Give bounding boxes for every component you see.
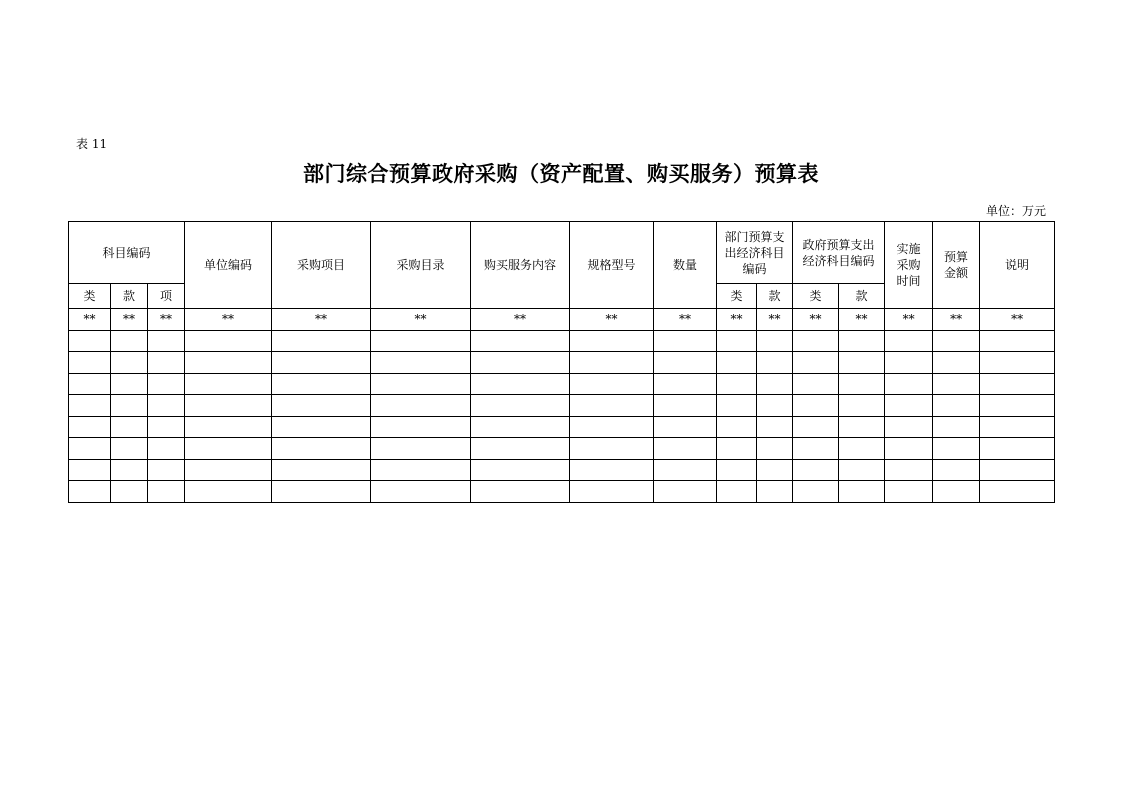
- table-cell[interactable]: [272, 330, 371, 352]
- table-cell[interactable]: [111, 416, 148, 438]
- table-cell[interactable]: [272, 352, 371, 374]
- table-row: [69, 309, 1055, 331]
- table-cell[interactable]: [980, 373, 1055, 395]
- table-cell[interactable]: [757, 373, 793, 395]
- table-cell[interactable]: [185, 416, 272, 438]
- table-cell[interactable]: [933, 438, 980, 460]
- table-cell[interactable]: [371, 352, 471, 374]
- table-cell[interactable]: [111, 459, 148, 481]
- header-spec-model: 规格型号: [570, 222, 654, 309]
- table-cell[interactable]: [185, 459, 272, 481]
- table-cell[interactable]: [885, 481, 933, 503]
- table-cell[interactable]: [471, 416, 570, 438]
- table-cell[interactable]: [148, 416, 185, 438]
- table-cell[interactable]: [148, 373, 185, 395]
- table-cell[interactable]: [717, 438, 757, 460]
- table-row: [69, 416, 1055, 438]
- table-cell[interactable]: [148, 395, 185, 417]
- table-cell[interactable]: [69, 330, 111, 352]
- table-cell[interactable]: [654, 395, 717, 417]
- table-cell[interactable]: [980, 416, 1055, 438]
- table-cell[interactable]: [839, 416, 885, 438]
- table-cell[interactable]: [654, 416, 717, 438]
- table-cell[interactable]: [757, 459, 793, 481]
- table-cell[interactable]: [471, 395, 570, 417]
- table-cell[interactable]: [69, 416, 111, 438]
- table-cell[interactable]: [69, 373, 111, 395]
- header-notes: 说明: [980, 222, 1055, 309]
- table-cell[interactable]: [933, 416, 980, 438]
- table-cell[interactable]: [885, 330, 933, 352]
- table-cell[interactable]: [371, 395, 471, 417]
- table-cell[interactable]: [111, 373, 148, 395]
- table-cell[interactable]: [885, 416, 933, 438]
- table-cell[interactable]: [185, 438, 272, 460]
- table-label: 表 11: [76, 137, 108, 151]
- table-cell[interactable]: [654, 373, 717, 395]
- table-cell[interactable]: [757, 438, 793, 460]
- table-cell[interactable]: [717, 330, 757, 352]
- table-cell[interactable]: [570, 352, 654, 374]
- header-gov-econ-code: 政府预算支出 经济科目编码: [793, 222, 885, 284]
- table-cell[interactable]: [111, 481, 148, 503]
- header-subject-code: 科目编码: [69, 222, 185, 284]
- table-cell[interactable]: [717, 373, 757, 395]
- header-lei: 类: [69, 284, 111, 309]
- table-cell[interactable]: [272, 373, 371, 395]
- table-cell[interactable]: [717, 459, 757, 481]
- table-cell[interactable]: [885, 395, 933, 417]
- table-cell[interactable]: [570, 330, 654, 352]
- header-purchase-item: 采购项目: [272, 222, 371, 309]
- table-cell[interactable]: [371, 459, 471, 481]
- table-cell[interactable]: [185, 481, 272, 503]
- table-cell[interactable]: [570, 373, 654, 395]
- table-cell[interactable]: [185, 373, 272, 395]
- table-cell[interactable]: [111, 352, 148, 374]
- table-cell[interactable]: [980, 330, 1055, 352]
- table-cell[interactable]: [654, 352, 717, 374]
- table-cell[interactable]: [933, 395, 980, 417]
- table-cell[interactable]: [793, 352, 839, 374]
- table-cell[interactable]: [111, 330, 148, 352]
- table-cell[interactable]: [839, 373, 885, 395]
- table-cell[interactable]: [471, 373, 570, 395]
- table-cell[interactable]: [272, 459, 371, 481]
- table-cell[interactable]: [471, 352, 570, 374]
- table-cell[interactable]: [933, 481, 980, 503]
- table-cell[interactable]: [69, 459, 111, 481]
- table-cell[interactable]: [371, 330, 471, 352]
- table-cell[interactable]: [793, 438, 839, 460]
- table-cell[interactable]: [570, 438, 654, 460]
- table-cell[interactable]: [148, 438, 185, 460]
- table-cell[interactable]: [654, 438, 717, 460]
- table-cell[interactable]: [839, 459, 885, 481]
- table-cell[interactable]: [148, 330, 185, 352]
- table-cell[interactable]: [185, 352, 272, 374]
- table-cell[interactable]: [717, 395, 757, 417]
- table-cell[interactable]: [885, 373, 933, 395]
- table-cell: **: [570, 309, 654, 331]
- unit-label: 单位：万元: [985, 204, 1046, 218]
- table-cell[interactable]: [371, 481, 471, 503]
- table-cell[interactable]: [371, 438, 471, 460]
- table-cell[interactable]: [839, 352, 885, 374]
- header-budget-amount: 预算 金额: [933, 222, 980, 309]
- table-cell[interactable]: [885, 352, 933, 374]
- header-dept-lei: 类: [717, 284, 757, 309]
- header-kuan: 款: [111, 284, 148, 309]
- table-cell[interactable]: [471, 459, 570, 481]
- table-cell[interactable]: [570, 416, 654, 438]
- table-cell[interactable]: [793, 459, 839, 481]
- table-cell[interactable]: [717, 481, 757, 503]
- table-cell[interactable]: [757, 330, 793, 352]
- table-cell[interactable]: [717, 416, 757, 438]
- table-cell: **: [717, 309, 757, 331]
- table-cell[interactable]: [371, 416, 471, 438]
- table-row: [69, 330, 1055, 352]
- table-cell[interactable]: [933, 373, 980, 395]
- table-cell[interactable]: [570, 459, 654, 481]
- header-xiang: 项: [148, 284, 185, 309]
- table-cell[interactable]: [980, 481, 1055, 503]
- table-cell[interactable]: [148, 481, 185, 503]
- table-cell[interactable]: [148, 352, 185, 374]
- table-cell[interactable]: [793, 416, 839, 438]
- table-cell: **: [371, 309, 471, 331]
- table-cell[interactable]: [933, 330, 980, 352]
- table-cell[interactable]: [980, 395, 1055, 417]
- table-cell[interactable]: [111, 395, 148, 417]
- table-cell[interactable]: [185, 330, 272, 352]
- table-cell[interactable]: [272, 416, 371, 438]
- table-cell[interactable]: [839, 481, 885, 503]
- table-cell[interactable]: [839, 330, 885, 352]
- table-cell: **: [69, 309, 111, 331]
- table-cell[interactable]: [272, 395, 371, 417]
- table-row: [69, 373, 1055, 395]
- table-cell[interactable]: [793, 330, 839, 352]
- table-cell[interactable]: [69, 352, 111, 374]
- table-cell[interactable]: [757, 352, 793, 374]
- table-cell[interactable]: [933, 459, 980, 481]
- header-gov-kuan: 款: [839, 284, 885, 309]
- table-cell: **: [148, 309, 185, 331]
- table-cell[interactable]: [570, 395, 654, 417]
- table-cell[interactable]: [757, 416, 793, 438]
- table-cell[interactable]: [69, 438, 111, 460]
- header-purchase-catalog: 采购目录: [371, 222, 471, 309]
- table-cell[interactable]: [980, 438, 1055, 460]
- header-quantity: 数量: [654, 222, 717, 309]
- header-gov-lei: 类: [793, 284, 839, 309]
- table-cell[interactable]: [371, 373, 471, 395]
- table-cell: **: [654, 309, 717, 331]
- page-title: 部门综合预算政府采购（资产配置、购买服务）预算表: [303, 161, 819, 186]
- table-cell[interactable]: [148, 459, 185, 481]
- table-cell: **: [471, 309, 570, 331]
- table-cell: **: [839, 309, 885, 331]
- table-cell: **: [272, 309, 371, 331]
- table-cell[interactable]: [839, 395, 885, 417]
- table-cell[interactable]: [471, 438, 570, 460]
- table-cell[interactable]: [793, 395, 839, 417]
- table-cell: **: [185, 309, 272, 331]
- header-dept-kuan: 款: [757, 284, 793, 309]
- table-cell: **: [980, 309, 1055, 331]
- table-cell[interactable]: [717, 352, 757, 374]
- table-cell[interactable]: [757, 481, 793, 503]
- table-cell[interactable]: [69, 481, 111, 503]
- table-row: [69, 395, 1055, 417]
- table-cell: **: [757, 309, 793, 331]
- table-cell[interactable]: [111, 438, 148, 460]
- header-service-content: 购买服务内容: [471, 222, 570, 309]
- table-cell[interactable]: [933, 352, 980, 374]
- budget-table: [68, 221, 1055, 503]
- table-cell[interactable]: [793, 373, 839, 395]
- table-cell[interactable]: [185, 395, 272, 417]
- header-impl-time: 实施 采购 时间: [885, 222, 933, 309]
- table-cell: **: [793, 309, 839, 331]
- table-cell[interactable]: [885, 459, 933, 481]
- table-cell[interactable]: [793, 481, 839, 503]
- table-row: [69, 438, 1055, 460]
- table-cell: **: [933, 309, 980, 331]
- header-dept-econ-code: 部门预算支 出经济科目 编码: [717, 222, 793, 284]
- table-cell[interactable]: [839, 438, 885, 460]
- table-cell[interactable]: [654, 459, 717, 481]
- table-cell[interactable]: [69, 395, 111, 417]
- table-cell[interactable]: [471, 481, 570, 503]
- table-cell[interactable]: [980, 352, 1055, 374]
- table-cell[interactable]: [272, 438, 371, 460]
- header-unit-code: 单位编码: [185, 222, 272, 309]
- table-cell[interactable]: [570, 481, 654, 503]
- table-cell[interactable]: [757, 395, 793, 417]
- table-row: [69, 481, 1055, 503]
- table-row: [69, 352, 1055, 374]
- table-cell[interactable]: [471, 330, 570, 352]
- table-cell[interactable]: [980, 459, 1055, 481]
- table-cell[interactable]: [654, 330, 717, 352]
- table-cell[interactable]: [885, 438, 933, 460]
- table-row: [69, 459, 1055, 481]
- table-cell: **: [885, 309, 933, 331]
- table-cell[interactable]: [654, 481, 717, 503]
- table-cell[interactable]: [272, 481, 371, 503]
- table-cell: **: [111, 309, 148, 331]
